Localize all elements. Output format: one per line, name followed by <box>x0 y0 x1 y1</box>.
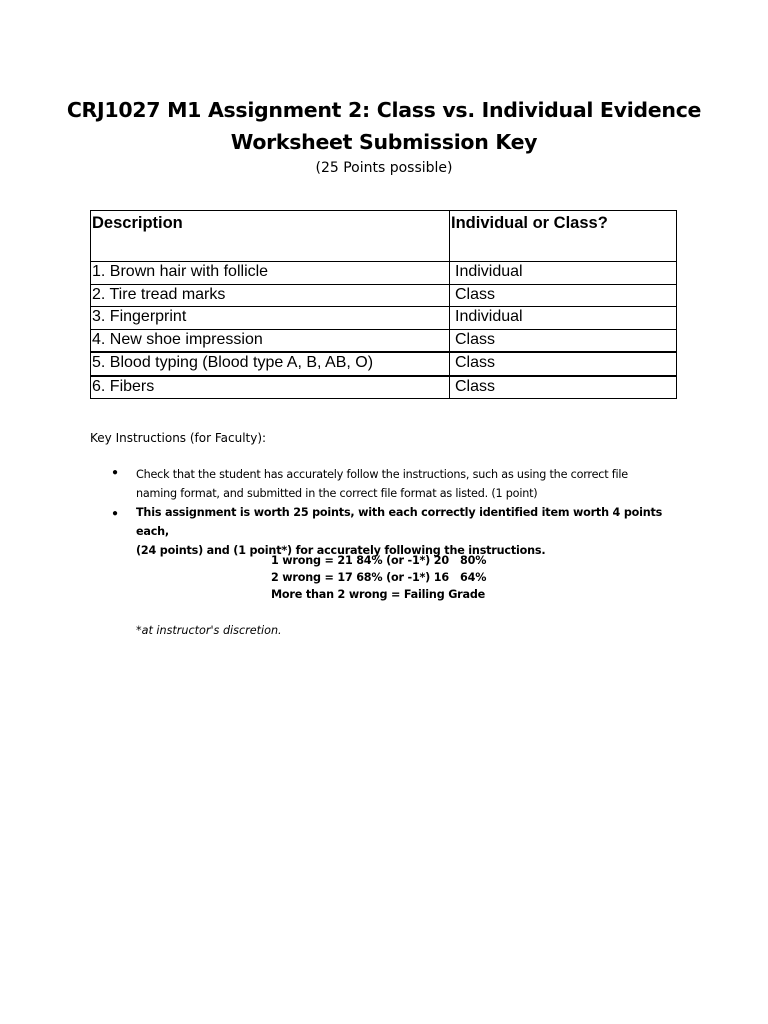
bullet-dot-icon: ● <box>112 508 119 519</box>
instruction-bullet-2-line-2: (24 points) and (1 point*) for accurately following the instructions. <box>136 544 546 557</box>
row-description: 3. Fingerprint <box>91 307 450 330</box>
row-answer: Class <box>450 284 677 307</box>
row-answer: Individual <box>450 307 677 330</box>
table-row <box>91 284 677 307</box>
document-subtitle: (25 Points possible) <box>315 160 453 176</box>
table-row <box>91 307 677 330</box>
document-title-line-2: Worksheet Submission Key <box>230 130 538 154</box>
instructor-discretion-footnote: *at instructor's discretion. <box>136 624 282 637</box>
grading-line-3: More than 2 wrong = Failing Grade <box>271 588 486 601</box>
bullet-dot-icon: ● <box>112 467 119 478</box>
instruction-bullet-1-line-2: naming format, and submitted in the correct file format as listed. (1 point) <box>136 487 538 500</box>
row-answer: Class <box>450 352 677 376</box>
row-answer: Individual <box>450 262 677 285</box>
instruction-bullet-1 <box>136 465 676 503</box>
row-answer: Class <box>450 329 677 352</box>
column-header-description: Description <box>91 211 450 262</box>
row-answer: Class <box>450 376 677 399</box>
table-row <box>91 329 677 352</box>
instruction-bullet-1-line-1: Check that the student has accurately follow the instructions, such as using the correct file <box>136 468 628 481</box>
table-row <box>91 352 677 376</box>
document-title-line-1: CRJ1027 M1 Assignment 2: Class vs. Individual Evidence <box>66 98 702 122</box>
table-row <box>91 376 677 399</box>
key-instructions-heading: Key Instructions (for Faculty): <box>90 431 267 445</box>
row-description: 5. Blood typing (Blood type A, B, AB, O) <box>91 352 450 376</box>
table-row <box>91 262 677 285</box>
grading-line-1: 1 wrong = 21 84% (or -1*) 20 80% <box>271 554 487 567</box>
grading-line-2: 2 wrong = 17 68% (or -1*) 16 64% <box>271 571 487 584</box>
row-description: 6. Fibers <box>91 376 450 399</box>
evidence-table <box>90 210 677 399</box>
instruction-bullet-2-line-1: This assignment is worth 25 points, with each correctly identified item worth 4 points each, <box>136 506 663 538</box>
table-header-row <box>91 211 677 262</box>
column-header-classification: Individual or Class? <box>450 211 677 262</box>
row-description: 2. Tire tread marks <box>91 284 450 307</box>
row-description: 4. New shoe impression <box>91 329 450 352</box>
row-description: 1. Brown hair with follicle <box>91 262 450 285</box>
